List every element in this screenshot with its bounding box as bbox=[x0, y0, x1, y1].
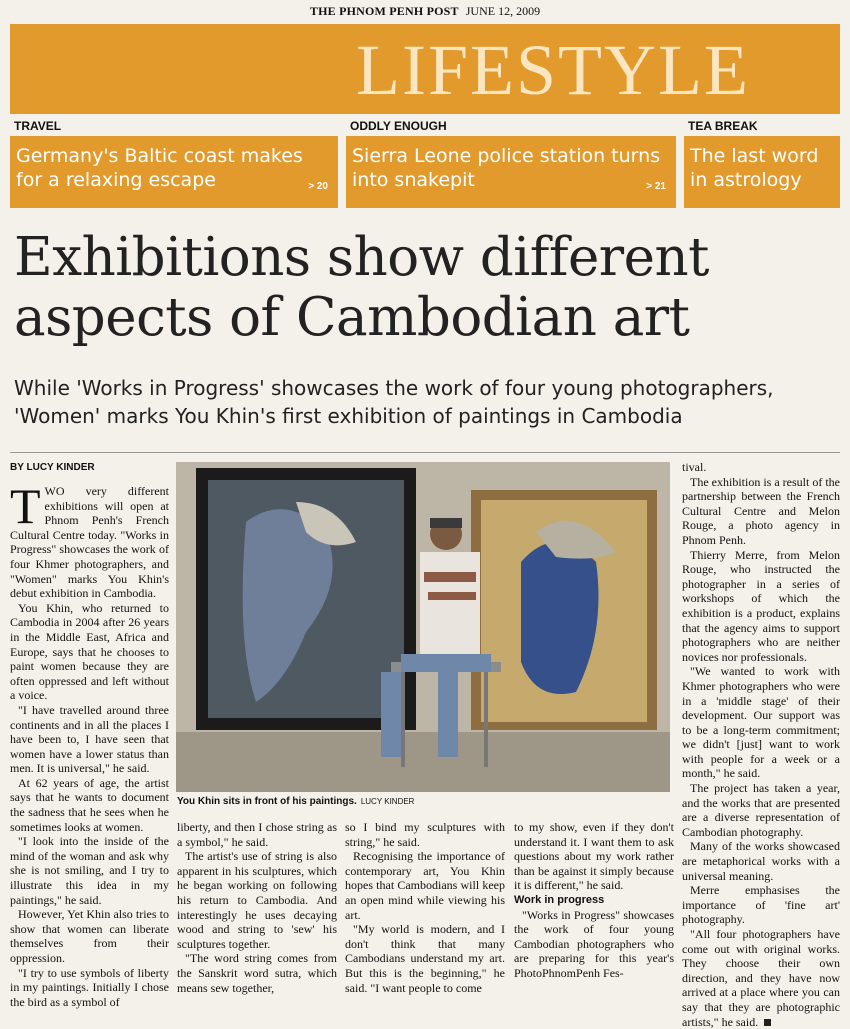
teaser-page-ref: > 21 bbox=[646, 181, 666, 192]
article-column-3 bbox=[345, 820, 505, 995]
article-paragraph: Recognising the importance of contemporary art, You Khin hopes that Cambodians will keep an open mind while viewing his art. bbox=[345, 849, 505, 922]
teaser-oddly-enough[interactable] bbox=[346, 116, 676, 208]
article-paragraph: so I bind my sculptures with string," he said. bbox=[345, 820, 505, 849]
article-paragraph: "We wanted to work with Khmer photographers who were in a 'middle stage' of their development. Our support was to be a long-term commitment; we didn't [just] want to work with people for a week or a month," he said. bbox=[682, 664, 840, 781]
article-paragraph: Many of the works showcased are metaphorical works with a universal meaning. bbox=[682, 839, 840, 883]
article-paragraph: "The word string comes from the Sanskrit word sutra, which means sew together, bbox=[177, 951, 337, 995]
caption-text: You Khin sits in front of his paintings. bbox=[177, 796, 357, 807]
article-paragraph: "I try to use symbols of liberty in my paintings. Initially I chose the bird as a symbol of bbox=[10, 965, 169, 1009]
byline: BY LUCY KINDER bbox=[10, 462, 95, 473]
article-paragraph: Merre emphasises the importance of 'fine art' photography. bbox=[682, 883, 840, 927]
article-paragraph: "All four photographers have come out with original works. They choose their own direction, and they have now arrived at a place where you can say that they are photographic artists," he said. bbox=[682, 927, 840, 1029]
article-paragraph: At 62 years of age, the artist says that he wants to document the sadness that he sees when he sometimes looks at women. bbox=[10, 775, 169, 834]
article-paragraph: Thierry Merre, from Melon Rouge, who instructed the photographer in a series of workshops of which the exhibition is a product, explains that the agency aims to support photographers who are neither novices nor professionals. bbox=[682, 547, 840, 664]
teaser-page-ref: > 20 bbox=[308, 181, 328, 192]
article-paragraph: to my show, even if they don't understand it. I want them to ask questions about my work rather than be against it simply because it is different," he said. bbox=[514, 820, 674, 893]
teaser-tea-break[interactable] bbox=[684, 116, 840, 208]
publication-name: THE PHNOM PENH POST bbox=[309, 4, 459, 18]
article-column-5 bbox=[682, 460, 840, 1029]
article-paragraph: The exhibition is a result of the partnership between the French Cultural Centre and Melon Rouge, a photo agency in Phnom Penh. bbox=[682, 474, 840, 547]
article-paragraph: "I have travelled around three continents and in all the places I have been to, I have seen that women have a lower status than men. It is universal," he said. bbox=[10, 702, 169, 776]
teaser-strip bbox=[10, 116, 840, 208]
article-deck: While 'Works in Progress' showcases the work of four young photographers, 'Women' marks You Khin's first exhibition of paintings in Cambodia bbox=[14, 376, 774, 428]
article-headline: Exhibitions show different aspects of Cambodian art bbox=[14, 227, 709, 348]
masthead bbox=[0, 4, 850, 19]
drop-cap: T bbox=[10, 478, 41, 534]
teaser-kicker: TRAVEL bbox=[10, 116, 338, 136]
article-photo bbox=[176, 462, 670, 792]
end-mark-icon bbox=[764, 1019, 771, 1026]
teaser-travel[interactable] bbox=[10, 116, 338, 208]
article-subhead: Work in progress bbox=[514, 893, 605, 906]
article-paragraph: "My world is modern, and I don't think that many Cambodians understand my art. But this is the beginning," he said. "I want people to come bbox=[345, 922, 505, 995]
article-paragraph: The project has taken a year, and the works that are presented are a diverse representation of Cambodian photography. bbox=[682, 781, 840, 839]
article-paragraph: You Khin, who returned to Cambodia in 2004 after 26 years in the Middle East, Africa and Europe, says that he chooses to paint women because they are often oppressed and left without a voice. bbox=[10, 600, 169, 703]
section-banner bbox=[10, 24, 840, 114]
teaser-headline: Sierra Leone police station turns into snakepit bbox=[352, 145, 661, 191]
section-title: LIFESTYLE bbox=[356, 30, 750, 110]
teaser-headline: Germany's Baltic coast makes for a relaxing escape bbox=[16, 145, 303, 191]
photo-caption bbox=[177, 796, 671, 807]
article-column-1 bbox=[10, 478, 169, 1009]
article-paragraph: The artist's use of string is also apparent in his sculptures, which he began working on following his return to Cambodia. And interestingly he uses decaying wood and string to 'sew' his sculptures together. bbox=[177, 849, 337, 951]
teaser-kicker: TEA BREAK bbox=[684, 116, 840, 136]
divider bbox=[10, 452, 840, 453]
teaser-headline: The last word in astrology bbox=[690, 145, 819, 191]
article-paragraph: tival. bbox=[682, 460, 707, 474]
article-column-4 bbox=[514, 820, 674, 981]
teaser-kicker: ODDLY ENOUGH bbox=[346, 116, 676, 136]
photo-illustration bbox=[176, 462, 670, 792]
article-paragraph: However, Yet Khin also tries to show that women can liberate themselves from their oppression. bbox=[10, 907, 169, 965]
article-paragraph: "Works in Progress" showcases the work of four young Cambodian photographers who are preparing for this year's PhotoPhnomPenh Fes- bbox=[514, 907, 674, 980]
article-column-2 bbox=[177, 820, 337, 995]
photo-credit: LUCY KINDER bbox=[360, 797, 415, 806]
article-paragraph: TWO very different exhibitions will open at Phnom Penh's French Cultural Centre today. "Works in Progress" showcases the work of four Khmer photographers, and "Women" marks You Khin's debut exhibition in Cambodia. bbox=[10, 478, 169, 601]
issue-date: JUNE 12, 2009 bbox=[465, 4, 541, 18]
article-paragraph: "I look into the inside of the mind of the woman and ask why she is not smiling, and I try to illustrate this idea in my paintings," he said. bbox=[10, 834, 169, 907]
article-paragraph: liberty, and then I chose string as a symbol," he said. bbox=[177, 820, 337, 849]
